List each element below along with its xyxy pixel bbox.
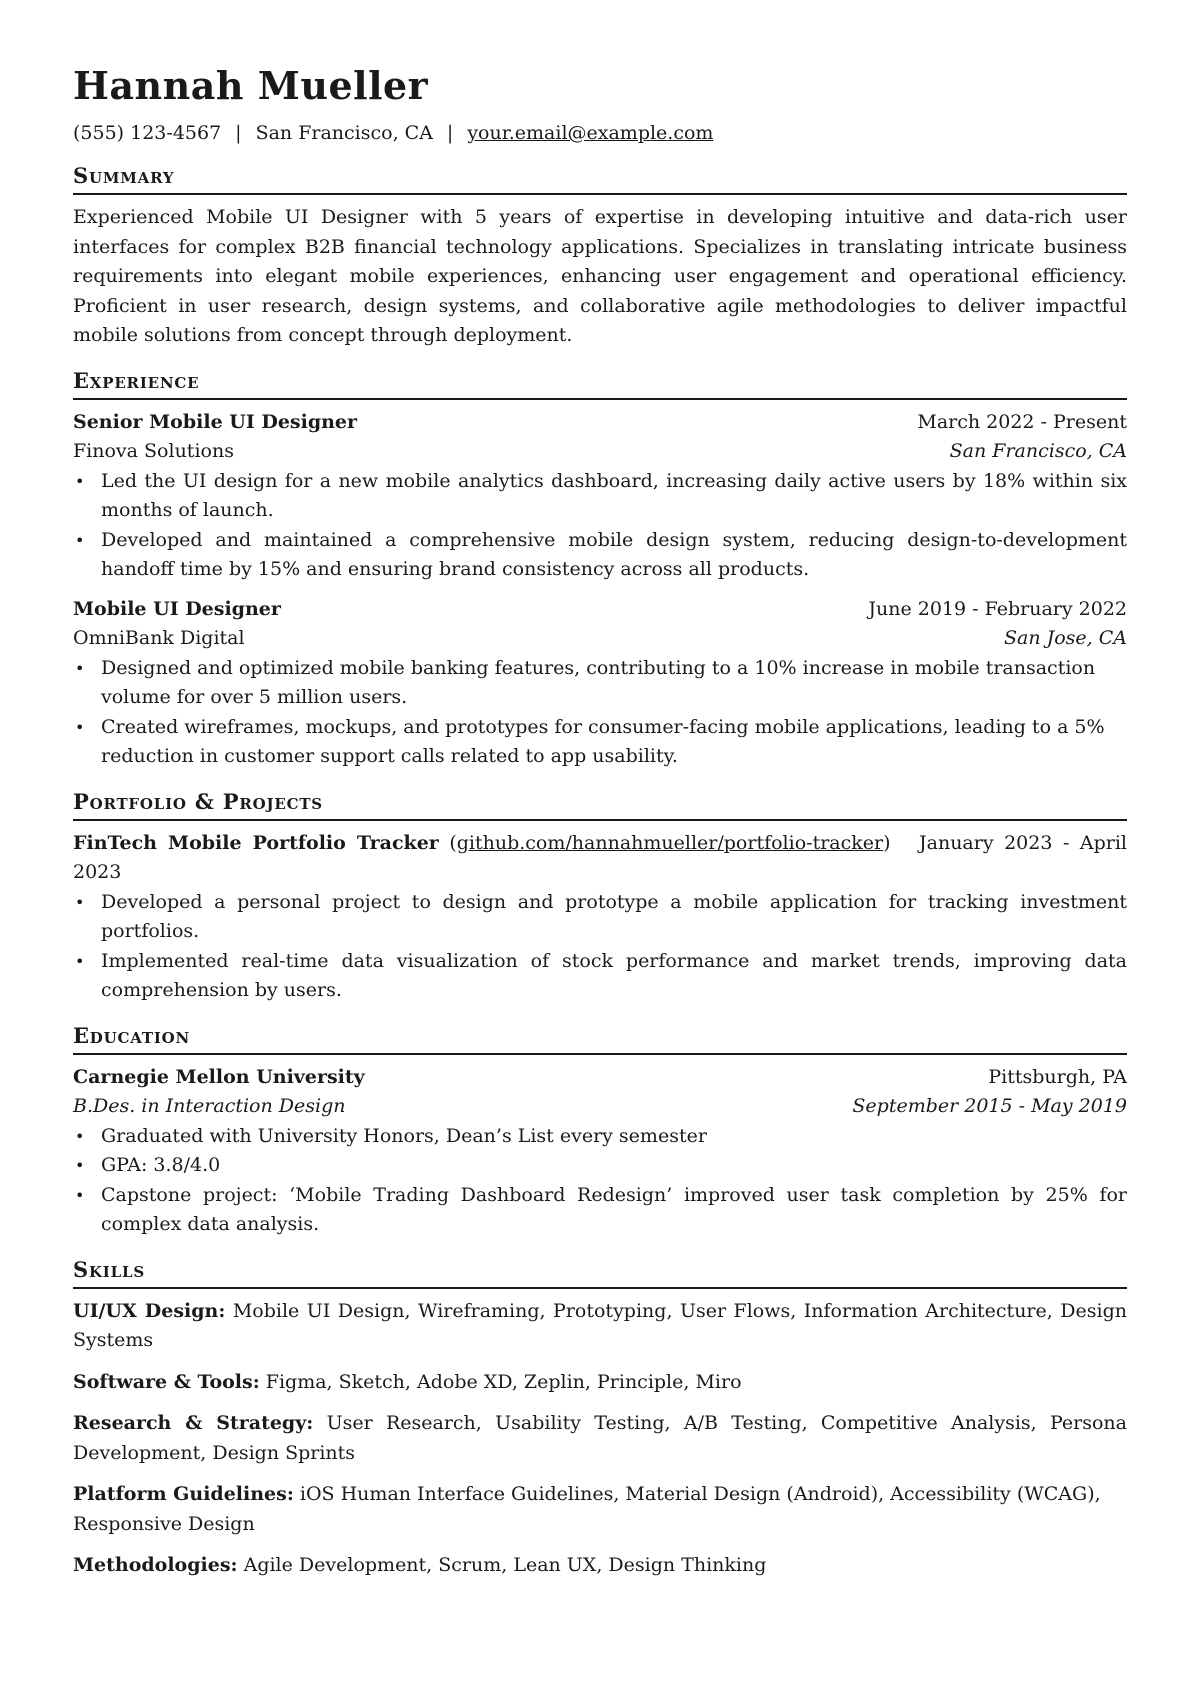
job-bullets [73,467,1127,585]
job-location: San Jose, CA [1003,627,1127,649]
project-dates: January 2023 - April 2023 [73,831,1127,883]
email-link[interactable]: your.email@example.com [467,122,714,144]
list-item: • Implemented real-time data visualization of stock performance and market trends, improving data comprehension by users. [101,947,1127,1006]
skill-group [73,1368,1127,1398]
skill-group [73,1297,1127,1356]
skill-label: Software & Tools: [73,1370,260,1393]
job-company: OmniBank Digital [73,627,245,649]
section-title-projects: Portfolio & Projects [73,786,1127,821]
section-title-education: Education [73,1020,1127,1055]
section-title-experience: Experience [73,365,1127,400]
list-item: • Created wireframes, mockups, and prototypes for consumer-facing mobile applications, leading to a 5% reduction in customer support calls related to app usability. [101,713,1127,772]
list-item: • Capstone project: ‘Mobile Trading Dashboard Redesign’ improved user task completion by 25% for complex data analysis. [101,1181,1127,1240]
contact-separator: | [446,122,454,144]
education-bullets [73,1122,1127,1240]
phone-number: (555) 123-4567 [73,122,222,144]
resume-page [73,58,1127,1581]
job-dates: June 2019 - February 2022 [868,597,1127,620]
job-bullets [73,654,1127,772]
skill-label: Research & Strategy: [73,1412,314,1434]
job-company: Finova Solutions [73,440,234,462]
job-entry [73,595,1127,772]
job-role: Senior Mobile UI Designer [73,410,358,433]
section-title-summary: Summary [73,160,1127,195]
list-item: • GPA: 3.8/4.0 [101,1151,1127,1181]
skill-label: UI/UX Design: [73,1299,226,1322]
skill-value: Agile Development, Scrum, Lean UX, Design Thinking [243,1554,767,1576]
summary-text: Experienced Mobile UI Designer with 5 years of expertise in developing intuitive and data-rich user interfaces for complex B2B financial technology applications. Specializes in translating intricate business requirements into elegant mobile experiences, enhancing user engagement and operational efficiency. Proficient in user research, design systems, and collaborative agile methodologies to deliver impactful mobile solutions from concept through deployment. [73,206,1127,346]
education-dates: September 2015 - May 2019 [852,1095,1127,1117]
skill-value: User Research, Usability Testing, A/B Testing, Competitive Analysis, Persona Development, Design Sprints [73,1412,1127,1464]
section-title-skills: Skills [73,1254,1127,1289]
candidate-name: Hannah Mueller [73,63,429,108]
school-name: Carnegie Mellon University [73,1065,365,1088]
list-item: • Designed and optimized mobile banking features, contributing to a 10% increase in mobile transaction volume for over 5 million users. [101,654,1127,713]
skill-group [73,1551,1127,1581]
skill-group [73,1480,1127,1539]
list-item: • Graduated with University Honors, Dean’s List every semester [101,1122,1127,1152]
skill-value: iOS Human Interface Guidelines, Material Design (Android), Accessibility (WCAG), Responsive Design [73,1483,1101,1535]
list-item: • Developed and maintained a comprehensive mobile design system, reducing design-to-development handoff time by 15% and ensuring brand consistency across all products. [101,526,1127,585]
school-location: Pittsburgh, PA [988,1065,1127,1088]
project-bullets [73,888,1127,1006]
skill-value: Figma, Sketch, Adobe XD, Zeplin, Principle, Miro [265,1370,742,1393]
list-item: • Led the UI design for a new mobile analytics dashboard, increasing daily active users by 18% within six months of launch. [101,467,1127,526]
list-item: • Developed a personal project to design and prototype a mobile application for tracking investment portfolios. [101,888,1127,947]
job-entry [73,408,1127,585]
degree: B.Des. in Interaction Design [73,1095,346,1117]
contact-separator: | [235,122,242,144]
job-dates: March 2022 - Present [917,410,1127,433]
project-header: FinTech Mobile Portfolio Tracker (github.com/hannahmueller/portfolio-tracker) January 2023 - April 2023 [73,831,1127,883]
contact-line [73,118,1127,148]
project-link[interactable]: github.com/hannahmueller/portfolio-tracker [456,831,884,854]
job-role: Mobile UI Designer [73,597,281,620]
skill-group [73,1409,1127,1468]
job-location: San Francisco, CA [949,440,1127,462]
project-name: FinTech Mobile Portfolio Tracker [73,831,439,854]
skill-label: Methodologies: [73,1554,238,1576]
skill-value: Mobile UI Design, Wireframing, Prototyping, User Flows, Information Architecture, Design Systems [73,1299,1127,1351]
skill-label: Platform Guidelines: [73,1483,294,1505]
location: San Francisco, CA [255,122,433,144]
